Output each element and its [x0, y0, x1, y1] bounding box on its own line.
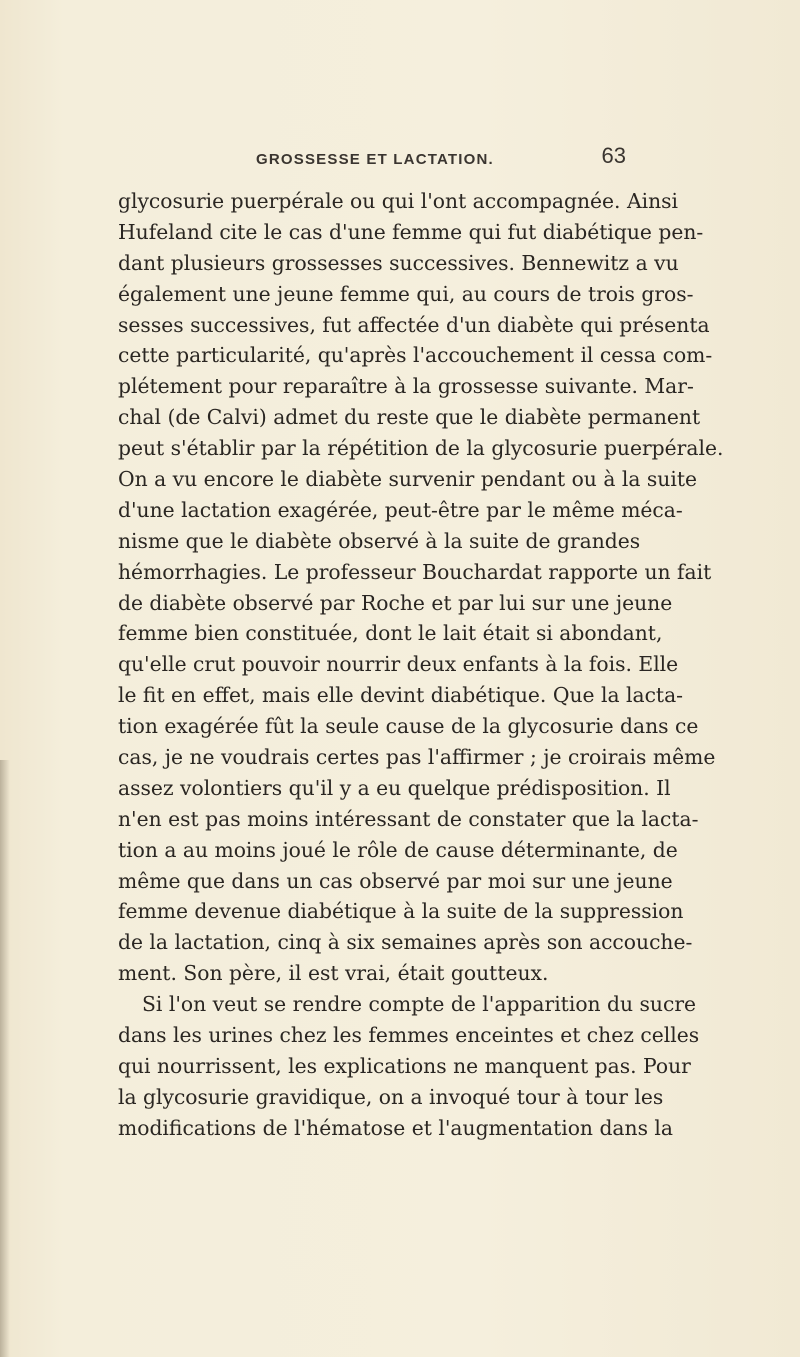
text-line: n'en est pas moins intéressant de constater que la lacta- [118, 806, 699, 831]
text-line: dans les urines chez les femmes enceintes et chez celles [118, 1023, 700, 1048]
text-line: tion exagérée fût la seule cause de la glycosurie dans ce [118, 714, 699, 739]
text-line: dant plusieurs grossesses successives. Bennewitz a vu [118, 250, 679, 275]
text-line: hémorrhagies. Le professeur Bouchardat rapporte un fait [118, 559, 712, 584]
text-line: de diabète observé par Roche et par lui sur une jeune [118, 590, 673, 615]
text-line: qu'elle crut pouvoir nourrir deux enfants à la fois. Elle [118, 652, 679, 677]
text-line: sesses successives, fut affectée d'un diabète qui présenta [118, 312, 710, 337]
text-line: assez volontiers qu'il y a eu quelque prédisposition. Il [118, 775, 671, 800]
running-title: GROSSESSE ET LACTATION. [256, 151, 494, 168]
page-header [256, 143, 626, 179]
body-text [118, 186, 724, 1144]
text-line-paragraph-end: ment. Son père, il est vrai, était goutteux. [118, 961, 549, 986]
text-line: même que dans un cas observé par moi sur une jeune [118, 868, 673, 893]
text-line: de la lactation, cinq à six semaines après son accouche- [118, 930, 693, 955]
text-line: glycosurie puerpérale ou qui l'ont accompagnée. Ainsi [118, 189, 679, 213]
text-line: le fit en effet, mais elle devint diabétique. Que la lacta- [118, 683, 684, 708]
text-line: nisme que le diabète observé à la suite de grandes [118, 528, 641, 553]
page-edge-shadow [0, 760, 10, 1357]
text-line: modifications de l'hématose et l'augmentation dans la [118, 1115, 674, 1140]
text-line: femme devenue diabétique à la suite de la suppression [118, 899, 684, 924]
text-line: On a vu encore le diabète survenir pendant ou à la suite [118, 467, 697, 492]
text-line: qui nourrissent, les explications ne manquent pas. Pour [118, 1053, 691, 1078]
text-line: chal (de Calvi) admet du reste que le diabète permanent [118, 405, 701, 430]
text-line: tion a au moins joué le rôle de cause déterminante, de [118, 837, 678, 862]
text-line: femme bien constituée, dont le lait était si abondant, [118, 621, 663, 646]
text-line: également une jeune femme qui, au cours de trois gros- [118, 281, 694, 306]
page-number: 63 [601, 143, 626, 168]
text-line: plétement pour reparaître à la grossesse suivante. Mar- [118, 374, 694, 399]
text-line: Hufeland cite le cas d'une femme qui fut diabétique pen- [118, 219, 704, 244]
text-line: cette particularité, qu'après l'accouchement il cessa com- [118, 343, 713, 368]
text-line: cas, je ne voudrais certes pas l'affirmer ; je croirais même [118, 745, 716, 770]
text-line: d'une lactation exagérée, peut-être par le même méca- [118, 497, 683, 522]
text-line: peut s'établir par la répétition de la glycosurie puerpérale. [118, 436, 724, 461]
text-line-paragraph-start: Si l'on veut se rendre compte de l'apparition du sucre [142, 992, 697, 1017]
text-line: la glycosurie gravidique, on a invoqué tour à tour les [118, 1084, 664, 1109]
